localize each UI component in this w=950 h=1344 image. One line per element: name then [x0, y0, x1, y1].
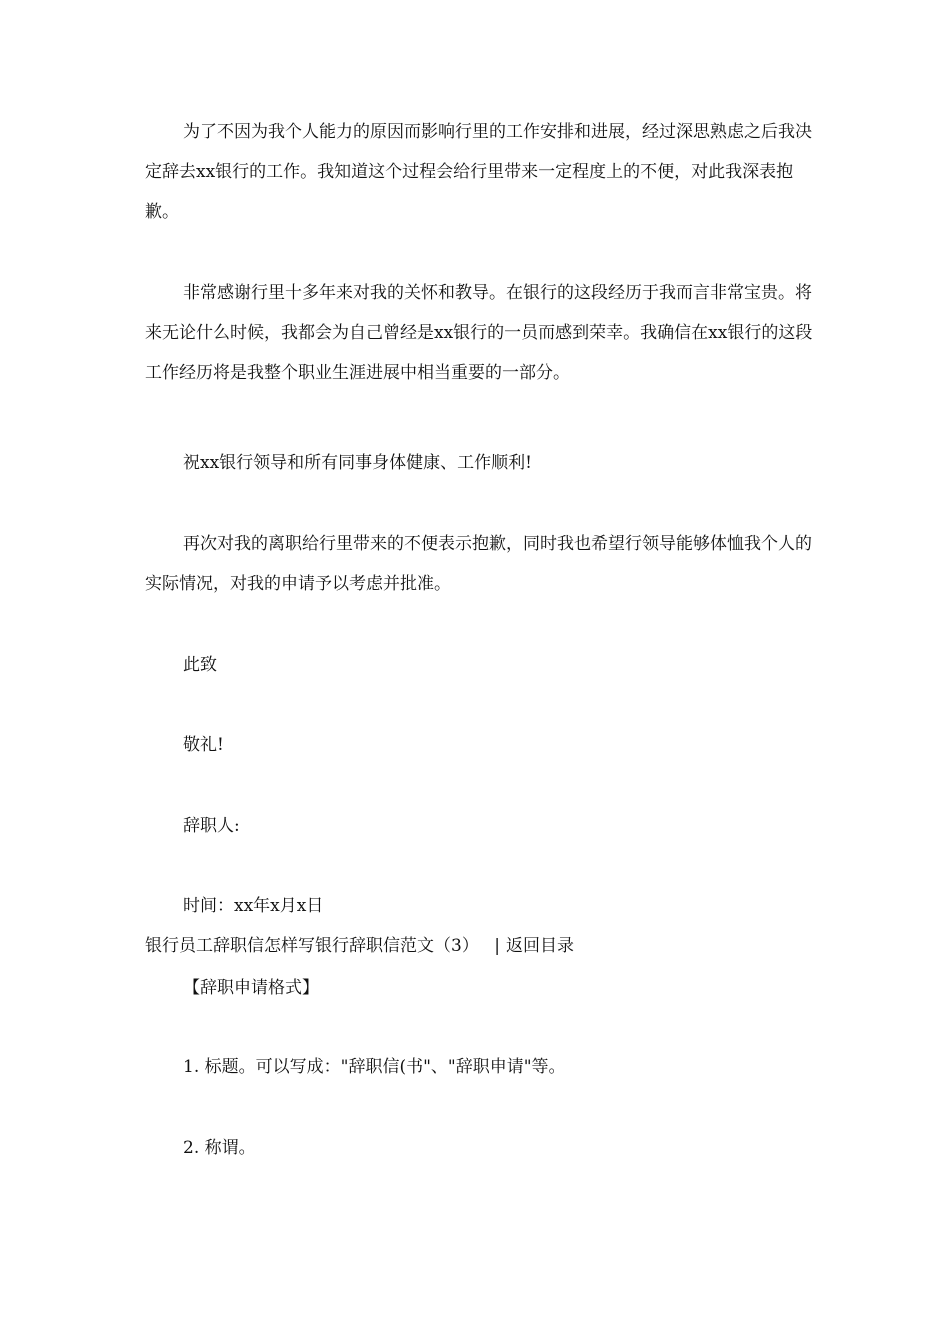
section-title: 银行员工辞职信怎样写银行辞职信范文（3） — [145, 936, 479, 956]
paragraph-apology: 再次对我的离职给行里带来的不便表示抱歉，同时我也希望行领导能够体恤我个人的实际情况，对我的申请予以考虑并批准。 — [145, 534, 812, 594]
format-heading: 【辞职申请格式】 — [183, 978, 319, 998]
signature-line: 辞职人: — [183, 816, 240, 836]
section-heading — [145, 933, 815, 959]
paragraph-resignation-reason: 为了不因为我个人能力的原因而影响行里的工作安排和进展，经过深思熟虑之后我决定辞去xx银行的工作。我知道这个过程会给行里带来一定程度上的不便，对此我深表抱歉。 — [145, 122, 812, 222]
date-line: 时间：xx年x月x日 — [183, 896, 324, 916]
format-item-title: 1. 标题。可以写成："辞职信(书"、"辞职申请"等。 — [183, 1057, 566, 1077]
closing-regards: 敬礼! — [183, 735, 224, 755]
paragraph-gratitude: 非常感谢行里十多年来对我的关怀和教导。在银行的这段经历于我而言非常宝贵。将来无论什么时候，我都会为自己曾经是xx银行的一员而感到荣幸。我确信在xx银行的这段工作经历将是我整个职业生涯进展中相当重要的一部分。 — [145, 283, 813, 383]
closing-salutation: 此致 — [183, 655, 217, 675]
format-item-salutation: 2. 称谓。 — [183, 1138, 256, 1158]
paragraph-wishes: 祝xx银行领导和所有同事身体健康、工作顺利! — [183, 453, 533, 473]
back-to-contents-link[interactable]: 返回目录 — [505, 936, 574, 956]
section-separator: | — [494, 936, 500, 956]
